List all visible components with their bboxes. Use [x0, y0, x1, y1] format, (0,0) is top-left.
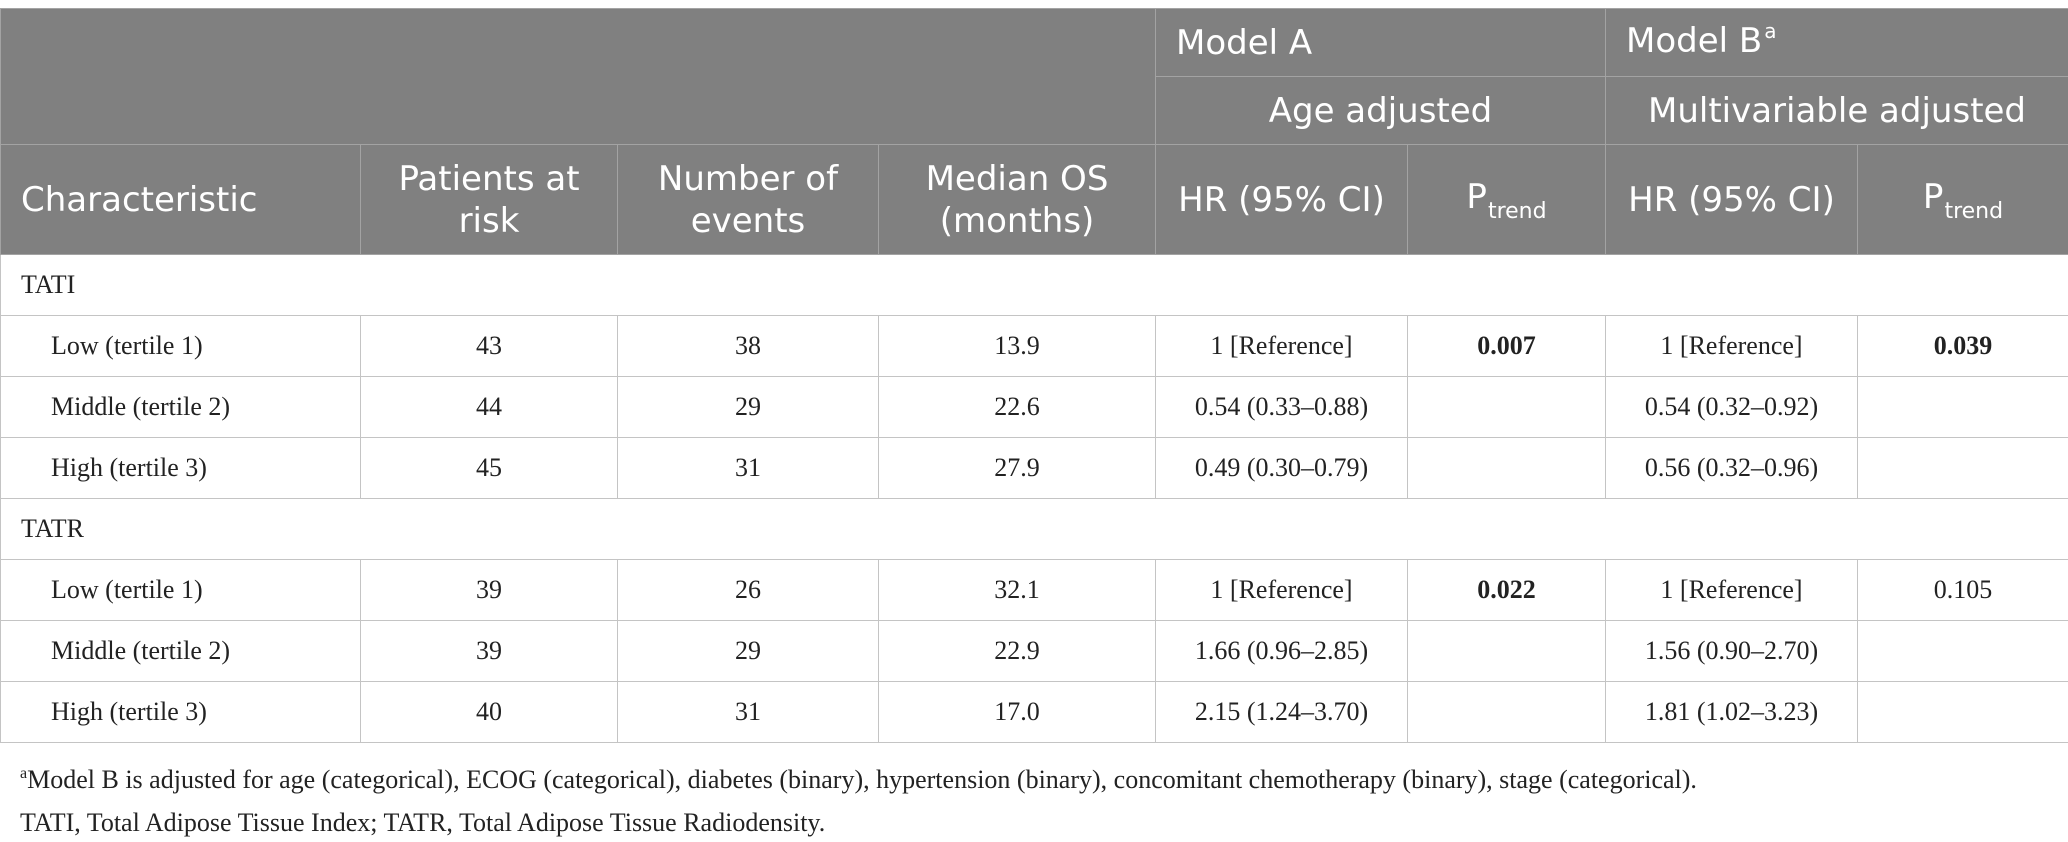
table-row: [1, 438, 2068, 499]
cell-ptrend-model-a: [1408, 377, 1606, 438]
col-hr-model-b: HR (95% CI): [1606, 145, 1858, 255]
cell-hr-model-b: 1 [Reference]: [1606, 316, 1858, 377]
cell-patients: 39: [361, 621, 618, 682]
cell-hr-model-a: 1.66 (0.96–2.85): [1156, 621, 1408, 682]
cell-ptrend-model-b: 0.105: [1858, 560, 2068, 621]
cell-hr-model-a: 1 [Reference]: [1156, 560, 1408, 621]
cell-patients: 40: [361, 682, 618, 743]
cell-ptrend-model-a: 0.007: [1408, 316, 1606, 377]
cell-ptrend-model-b: 0.039: [1858, 316, 2068, 377]
cell-ptrend-model-a: [1408, 682, 1606, 743]
footnote-abbreviations: TATI, Total Adipose Tissue Index; TATR, Total Adipose Tissue Radiodensity.: [20, 803, 1697, 842]
cell-characteristic: Low (tertile 1): [1, 560, 361, 621]
cell-characteristic: High (tertile 3): [1, 682, 361, 743]
cell-events: 38: [618, 316, 879, 377]
footnote-marker: a: [1764, 19, 1776, 43]
cell-median-os: 17.0: [879, 682, 1156, 743]
cell-characteristic: Low (tertile 1): [1, 316, 361, 377]
col-patients-at-risk: Patients at risk: [361, 145, 618, 255]
cell-hr-model-a: 1 [Reference]: [1156, 316, 1408, 377]
cell-patients: 44: [361, 377, 618, 438]
cell-median-os: 13.9: [879, 316, 1156, 377]
group-label: TATI: [1, 255, 2068, 316]
table-row: [1, 682, 2068, 743]
cell-patients: 39: [361, 560, 618, 621]
table-footnotes: [20, 760, 1697, 842]
cell-ptrend-model-b: [1858, 438, 2068, 499]
table-body: [1, 255, 2068, 743]
cell-hr-model-b: 0.54 (0.32–0.92): [1606, 377, 1858, 438]
col-ptrend-model-a: $P_{trend}$: [1408, 145, 1606, 255]
cell-hr-model-b: 0.56 (0.32–0.96): [1606, 438, 1858, 499]
col-hr-model-a: HR (95% CI): [1156, 145, 1408, 255]
results-table: [0, 8, 2068, 743]
cell-ptrend-model-a: [1408, 621, 1606, 682]
cell-events: 29: [618, 621, 879, 682]
footnote-model-b: $^a$Model B is adjusted for age (categorical), ECOG (categorical), diabetes (binary), hypertension (binary), concomitant chemotherapy (binary), stage (categorical).: [20, 760, 1697, 803]
col-characteristic: Characteristic: [1, 145, 361, 255]
cell-events: 31: [618, 682, 879, 743]
cell-median-os: 22.9: [879, 621, 1156, 682]
cell-characteristic: High (tertile 3): [1, 438, 361, 499]
cell-ptrend-model-a: [1408, 438, 1606, 499]
results-table-container: [0, 8, 2068, 743]
model-a-subheader: Age adjusted: [1156, 77, 1606, 145]
model-a-header: Model A: [1156, 9, 1606, 77]
table-row: [1, 560, 2068, 621]
cell-events: 29: [618, 377, 879, 438]
header-blank-cell: [1, 9, 1156, 145]
cell-ptrend-model-b: [1858, 377, 2068, 438]
table-row: [1, 377, 2068, 438]
cell-ptrend-model-b: [1858, 621, 2068, 682]
cell-median-os: 22.6: [879, 377, 1156, 438]
table-row: [1, 621, 2068, 682]
cell-patients: 43: [361, 316, 618, 377]
cell-median-os: 32.1: [879, 560, 1156, 621]
cell-ptrend-model-b: [1858, 682, 2068, 743]
col-number-of-events: Number of events: [618, 145, 879, 255]
col-ptrend-model-b: $P_{trend}$: [1858, 145, 2068, 255]
cell-hr-model-b: 1.56 (0.90–2.70): [1606, 621, 1858, 682]
cell-events: 31: [618, 438, 879, 499]
cell-hr-model-a: 0.49 (0.30–0.79): [1156, 438, 1408, 499]
cell-ptrend-model-a: 0.022: [1408, 560, 1606, 621]
table-header: [1, 9, 2068, 255]
model-b-subheader: Multivariable adjusted: [1606, 77, 2068, 145]
group-label: TATR: [1, 499, 2068, 560]
cell-median-os: 27.9: [879, 438, 1156, 499]
group-row-tatr: [1, 499, 2068, 560]
cell-patients: 45: [361, 438, 618, 499]
cell-characteristic: Middle (tertile 2): [1, 377, 361, 438]
model-b-header: Model B $^a$: [1606, 9, 2068, 77]
table-row: [1, 316, 2068, 377]
cell-events: 26: [618, 560, 879, 621]
cell-hr-model-b: 1 [Reference]: [1606, 560, 1858, 621]
cell-characteristic: Middle (tertile 2): [1, 621, 361, 682]
cell-hr-model-b: 1.81 (1.02–3.23): [1606, 682, 1858, 743]
cell-hr-model-a: 2.15 (1.24–3.70): [1156, 682, 1408, 743]
group-row-tati: [1, 255, 2068, 316]
col-median-os: Median OS (months): [879, 145, 1156, 255]
cell-hr-model-a: 0.54 (0.33–0.88): [1156, 377, 1408, 438]
